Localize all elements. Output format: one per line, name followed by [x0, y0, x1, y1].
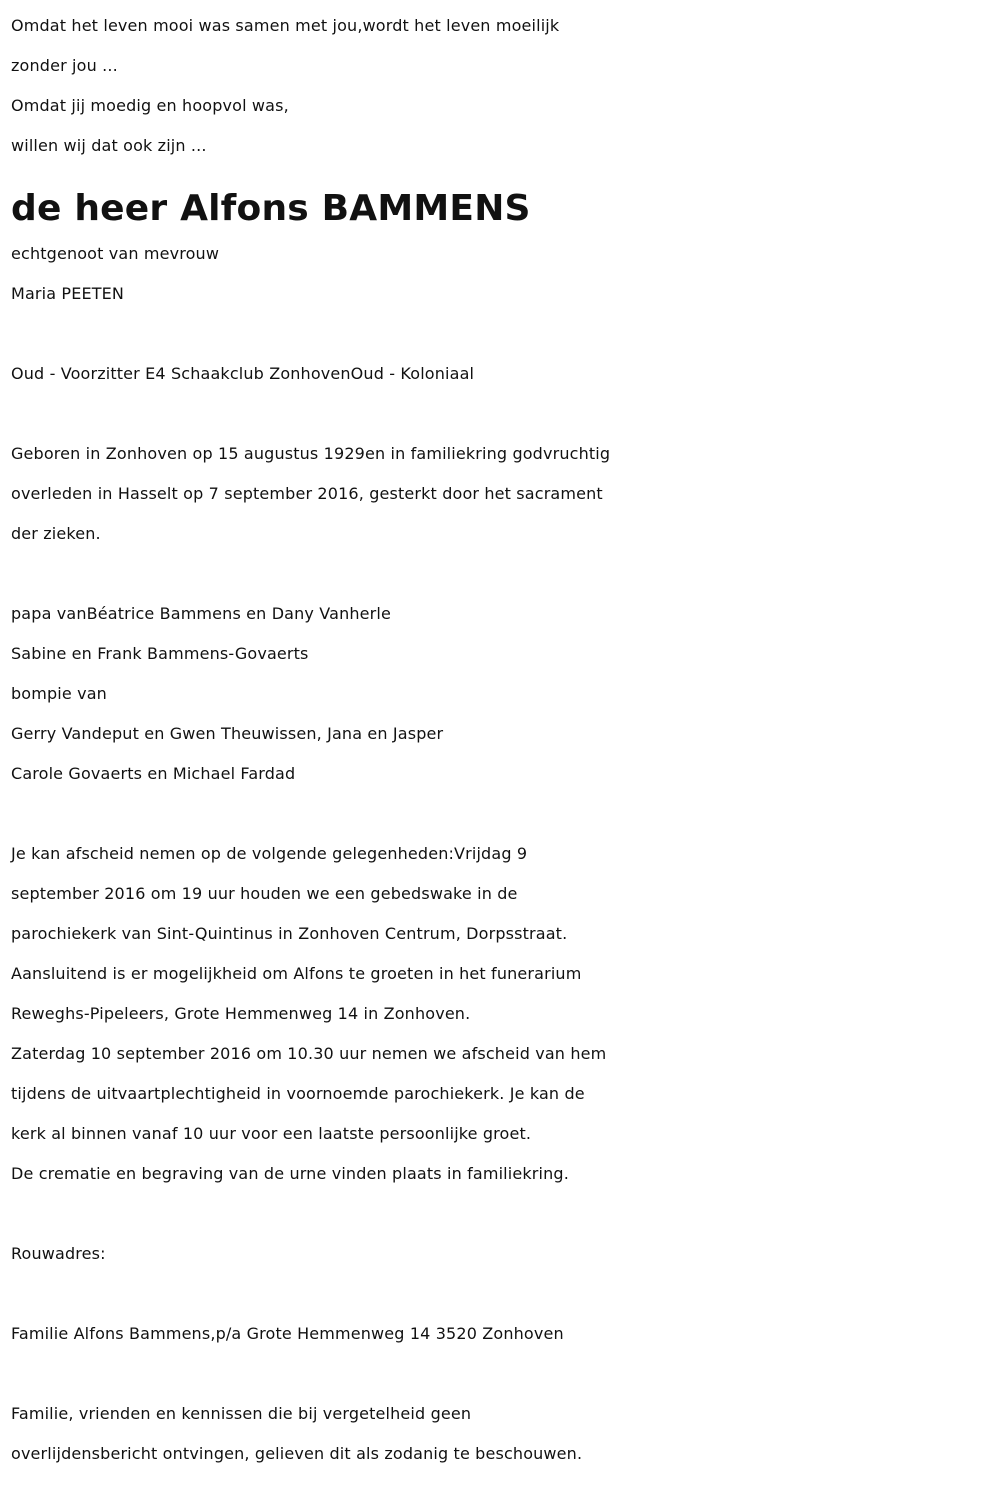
farewell-line: september 2016 om 19 uur houden we een gebedswake in de [11, 884, 518, 903]
family-line: Carole Govaerts en Michael Fardad [11, 764, 296, 783]
spacer [11, 1274, 1000, 1314]
poem-section [11, 6, 1000, 166]
poem-line: zonder jou ... [11, 56, 118, 75]
farewell-line: Reweghs-Pipeleers, Grote Hemmenweg 14 in Zonhoven. [11, 1004, 471, 1023]
mourning-address: Familie Alfons Bammens,p/a Grote Hemmenweg 14 3520 Zonhoven [11, 1324, 564, 1343]
titles-line: Oud - Voorzitter E4 Schaakclub ZonhovenOud - Koloniaal [11, 364, 475, 383]
birth-death-section [11, 434, 1000, 554]
spacer [11, 554, 1000, 594]
farewell-line: Je kan afscheid nemen op de volgende gelegenheden:Vrijdag 9 [11, 844, 528, 863]
farewell-line: kerk al binnen vanaf 10 uur voor een laatste persoonlijke groet. [11, 1124, 532, 1143]
closing-section [11, 1394, 1000, 1474]
farewell-line: parochiekerk van Sint-Quintinus in Zonhoven Centrum, Dorpsstraat. [11, 924, 568, 943]
spacer [11, 794, 1000, 834]
family-line: papa vanBéatrice Bammens en Dany Vanherle [11, 604, 391, 623]
spouse-line: Maria PEETEN [11, 284, 125, 303]
poem-line: willen wij dat ook zijn ... [11, 136, 207, 155]
birth-death-line: overleden in Hasselt op 7 september 2016, gesterkt door het sacrament [11, 484, 603, 503]
closing-line: Familie, vrienden en kennissen die bij vergetelheid geen [11, 1404, 472, 1423]
spacer [11, 314, 1000, 354]
spacer [11, 394, 1000, 434]
mourning-address-label: Rouwadres: [11, 1244, 106, 1263]
spouse-line: echtgenoot van mevrouw [11, 244, 220, 263]
poem-line: Omdat het leven mooi was samen met jou,wordt het leven moeilijk [11, 16, 560, 35]
farewell-line: Aansluitend is er mogelijkheid om Alfons te groeten in het funerarium [11, 964, 582, 983]
family-section [11, 594, 1000, 794]
spouse-section [11, 234, 1000, 314]
farewell-section [11, 834, 1000, 1194]
farewell-line: De crematie en begraving van de urne vinden plaats in familiekring. [11, 1164, 569, 1183]
family-line: Sabine en Frank Bammens-Govaerts [11, 644, 309, 663]
birth-death-line: der zieken. [11, 524, 101, 543]
closing-line: overlijdensbericht ontvingen, gelieven dit als zodanig te beschouwen. [11, 1444, 583, 1463]
family-line: Gerry Vandeput en Gwen Theuwissen, Jana en Jasper [11, 724, 444, 743]
spacer [11, 1194, 1000, 1234]
farewell-line: tijdens de uitvaartplechtigheid in voornoemde parochiekerk. Je kan de [11, 1084, 585, 1103]
family-line: bompie van [11, 684, 107, 703]
deceased-name: de heer Alfons BAMMENS [11, 188, 531, 229]
farewell-line: Zaterdag 10 september 2016 om 10.30 uur nemen we afscheid van hem [11, 1044, 607, 1063]
birth-death-line: Geboren in Zonhoven op 15 augustus 1929en in familiekring godvruchtig [11, 444, 611, 463]
poem-line: Omdat jij moedig en hoopvol was, [11, 96, 289, 115]
spacer [11, 1354, 1000, 1394]
